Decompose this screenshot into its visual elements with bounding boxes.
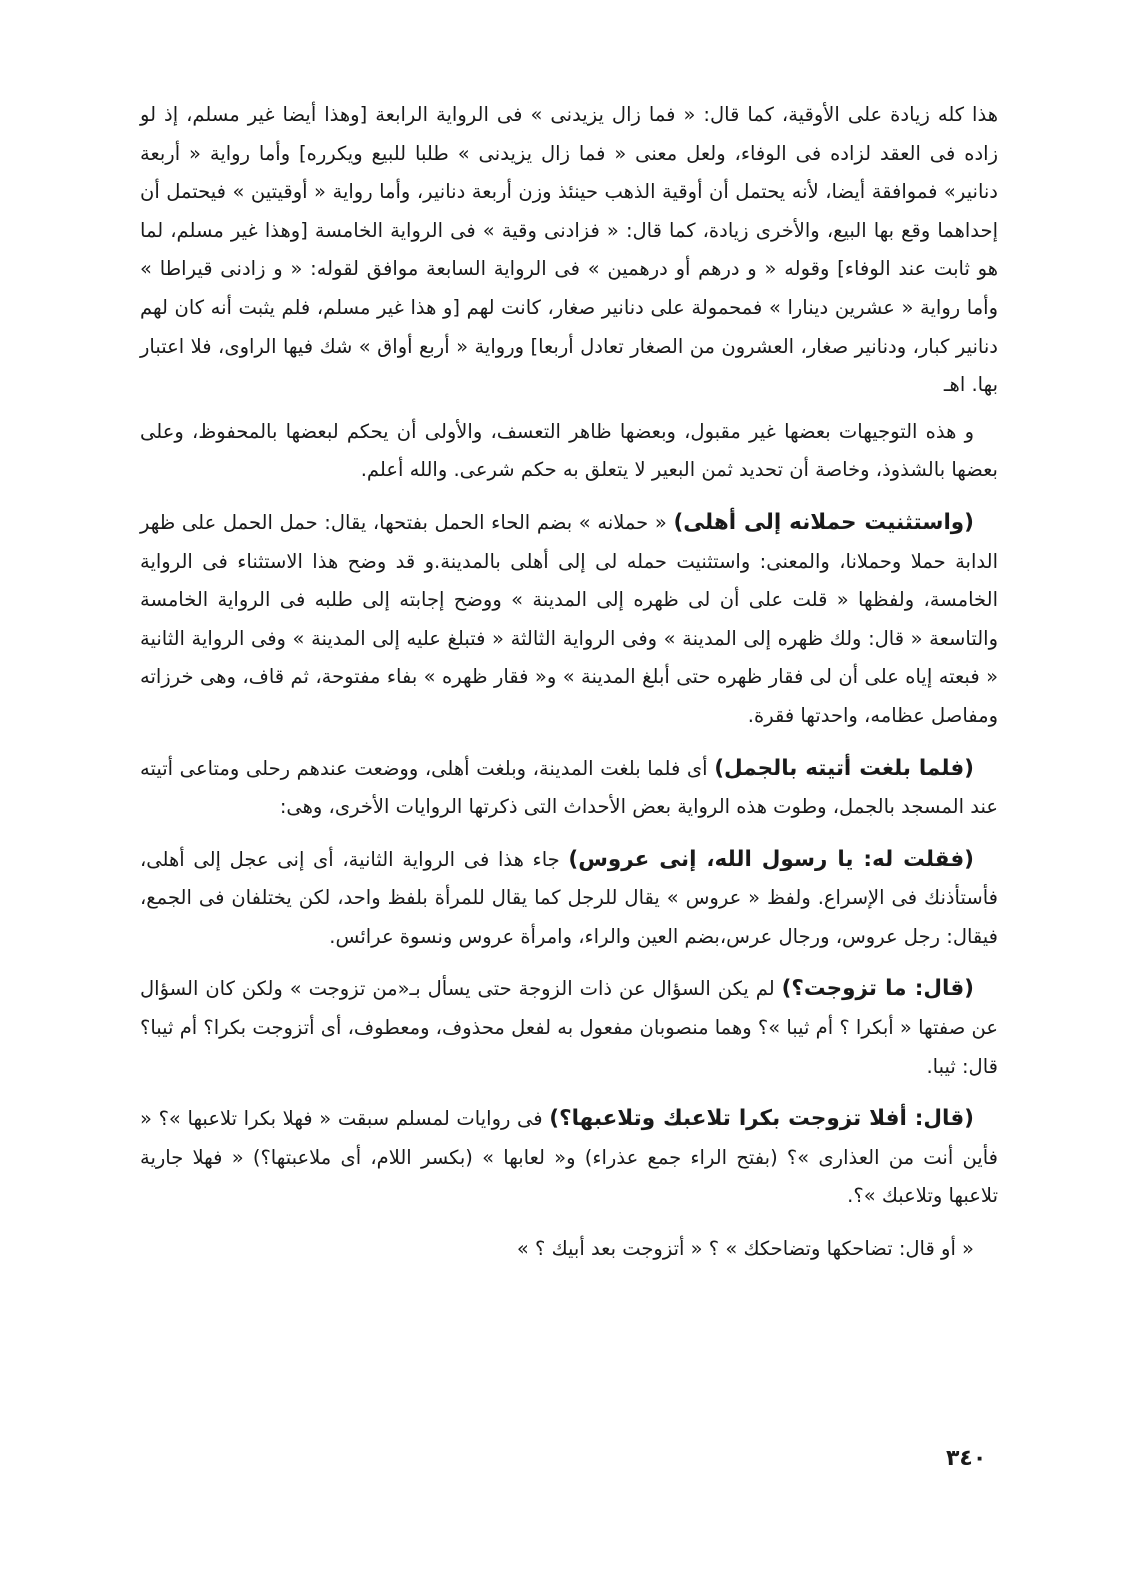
paragraph-1 bbox=[140, 96, 998, 405]
paragraph-heading: (واستثنيت حملانه إلى أهلى) bbox=[673, 509, 975, 535]
paragraph-heading: (قال: ما تزوجت؟) bbox=[781, 976, 974, 1002]
paragraph-8 bbox=[140, 1230, 998, 1269]
paragraph-heading: (فلما بلغت أتيته بالجمل) bbox=[714, 755, 975, 781]
page-body bbox=[140, 96, 998, 1277]
paragraph-text: فى روايات لمسلم سبقت « فهلا بكرا تلاعبها »؟ « فأين أنت من العذارى »؟ (بفتح الراء جمع عذراء) و« لعابها » (بكسر اللام، أى ملاعبتها؟) « فهلا جارية تلاعبها وتلاعبك »؟. bbox=[140, 1107, 998, 1208]
paragraph-7 bbox=[140, 1100, 998, 1216]
paragraph-text: لم يكن السؤال عن ذات الزوجة حتى يسأل بـ«من تزوجت » ولكن كان السؤال عن صفتها « أبكرا ؟ أم ثيبا »؟ وهما منصوبان مفعول به لفعل محذوف، ومعطوف، أى أتزوجت بكرا؟ أم ثيبا؟ قال: ثيبا. bbox=[140, 977, 998, 1078]
paragraph-text: و هذه التوجيهات بعضها غير مقبول، وبعضها ظاهر التعسف، والأولى أن يحكم لبعضها بالمحفوظ، وعلى بعضها بالشذوذ، وخاصة أن تحديد ثمن البعير لا يتعلق به حكم شرعى. والله أعلم. bbox=[140, 419, 998, 482]
paragraph-heading: (قال: أفلا تزوجت بكرا تلاعبك وتلاعبها؟) bbox=[549, 1106, 975, 1132]
paragraph-text: هذا كله زيادة على الأوقية، كما قال: « فما زال يزيدنى » فى الرواية الرابعة [وهذا أيضا غير مسلم، إذ لو زاده فى العقد لزاده فى الوفاء، ولعل معنى « فما زال يزيدنى » طلبا للبيع ويكرره] وأما رواية « أربعة دنانير» فموافقة أيضا، لأنه يحتمل أن أوقية الذهب حينئذ وزن أربعة دنانير، وأما رواية « أوقيتين » فيحتمل أن إحداهما وقع بها البيع، والأخرى زيادة، كما قال: « فزادنى وقية » فى الرواية الخامسة [وهذا غير مسلم، لما هو ثابت عند الوفاء] وقوله « و درهم أو درهمين » فى الرواية السابعة موافق لقوله: « و زادنى قيراطا » وأما رواية « عشرين دينارا » فمحمولة على دنانير صغار، كانت لهم [و هذا غير مسلم، فلم يثبت أنه كان لهم دنانير كبار، ودنانير صغار، العشرون من الصغار تعادل أربعا] ورواية « أربع أواق » شك فيها الراوى، فلا اعتبار بها. اهـ bbox=[140, 103, 998, 397]
paragraph-5 bbox=[140, 841, 998, 957]
paragraph-3 bbox=[140, 504, 998, 736]
paragraph-text: « حملانه » بضم الحاء الحمل بفتحها، يقال: حمل الحمل على ظهر الدابة حملا وحملانا، والمعنى: واستثنيت حمله لى إلى أهلى بالمدينة.و قد وضح هذا الاستثناء فى الرواية الخامسة، ولفظها « قلت على أن لى ظهره إلى المدينة » ووضح إجابته إلى طلبه فى الرواية الخامسة والتاسعة « قال: ولك ظهره إلى المدينة » وفى الرواية الثالثة « فتبلغ عليه إلى المدينة » وفى الرواية الثانية « فبعته إياه على أن لى فقار ظهره حتى أبلغ المدينة » و« فقار ظهره » بفاء مفتوحة، ثم قاف، وهى خرزاته ومفاصل عظامه، واحدتها فقرة. bbox=[140, 510, 998, 727]
page-number: ٣٤٠ bbox=[946, 1446, 987, 1471]
paragraph-heading: (فقلت له: يا رسول الله، إنى عروس) bbox=[568, 846, 974, 872]
paragraph-6 bbox=[140, 970, 998, 1086]
paragraph-2 bbox=[140, 413, 998, 490]
paragraph-text: جاء هذا فى الرواية الثانية، أى إنى عجل إلى أهلى، فأستأذنك فى الإسراع. ولفظ « عروس » يقال للرجل كما يقال للمرأة بلفظ واحد، لكن يختلفان فى الجمع، فيقال: رجل عروس، ورجال عرس،بضم العين والراء، وامرأة عروس ونسوة عرائس. bbox=[140, 847, 998, 948]
paragraph-4 bbox=[140, 750, 998, 827]
paragraph-text: « أو قال: تضاحكها وتضاحكك » ؟ « أتزوجت بعد أبيك ؟ » bbox=[516, 1237, 974, 1261]
paragraph-text: أى فلما بلغت المدينة، وبلغت أهلى، ووضعت عندهم رحلى ومتاعى أتيته عند المسجد بالجمل، وطوت هذه الرواية بعض الأحداث التى ذكرتها الروايات الأخرى، وهى: bbox=[140, 756, 998, 819]
